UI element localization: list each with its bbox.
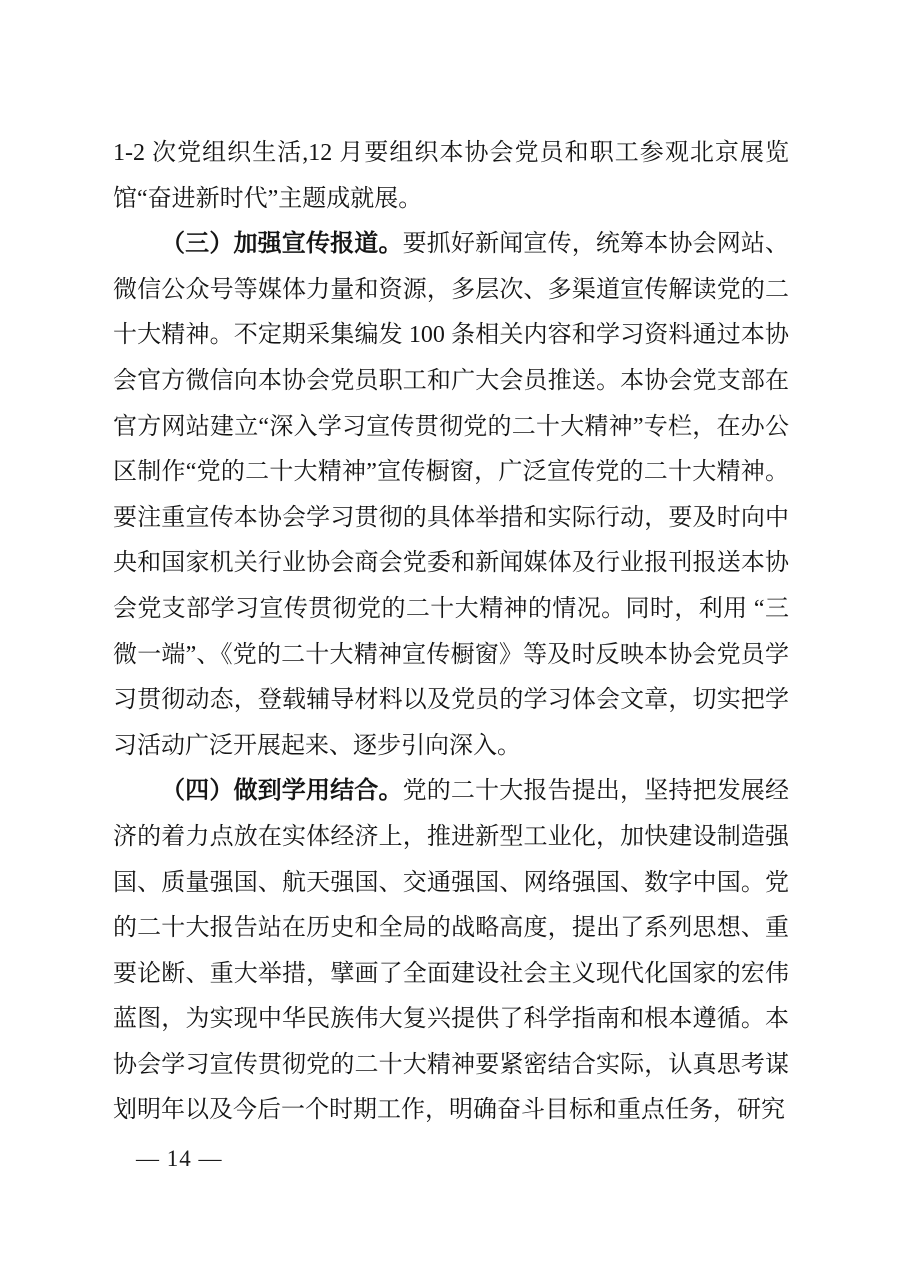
paragraph-section-3: [113, 222, 789, 769]
paragraph-text: 1-2 次党组织生活,12 月要组织本协会党员和职工参观北京展览馆“奋进新时代”主题成就展。: [113, 140, 789, 212]
text-body: [113, 131, 789, 1134]
paragraph-heading: （三）加强宣传报道。: [161, 231, 403, 258]
paragraph-heading: （四）做到学用结合。: [161, 778, 403, 805]
paragraph-text: 党的二十大报告提出，坚持把发展经济的着力点放在实体经济上，推进新型工业化，加快建设制造强国、质量强国、航天强国、交通强国、网络强国、数字中国。党的二十大报告站在历史和全局的战略高度，提出了系列思想、重要论断、重大举措，擘画了全面建设社会主义现代化国家的宏伟蓝图，为实现中华民族伟大复兴提供了科学指南和根本遵循。本协会学习宣传贯彻党的二十大精神要紧密结合实际，认真思考谋划明年以及今后一个时期工作，明确奋斗目标和重点任务，研究: [113, 778, 790, 1124]
paragraph-continuation: [113, 131, 789, 222]
paragraph-text: 要抓好新闻宣传，统筹本协会网站、微信公众号等媒体力量和资源，多层次、多渠道宣传解读党的二十大精神。不定期采集编发 100 条相关内容和学习资料通过本协会官方微信向本协会党员职工和广大会员推送。本协会党支部在官方网站建立“深入学习宣传贯彻党的二十大精神”专栏，在办公区制作“党的二十大精神”宣传橱窗，广泛宣传党的二十大精神。要注重宣传本协会学习贯彻的具体举措和实际行动，要及时向中央和国家机关行业协会商会党委和新闻媒体及行业报刊报送本协会党支部学习宣传贯彻党的二十大精神的情况。同时，利用 “三微一端”、《党的二十大精神宣传橱窗》等及时反映本协会党员学习贯彻动态，登载辅导材料以及党员的学习体会文章，切实把学习活动广泛开展起来、逐步引向深入。: [113, 231, 790, 759]
paragraph-section-4: [113, 769, 789, 1134]
page-number: — 14 —: [136, 1146, 223, 1171]
